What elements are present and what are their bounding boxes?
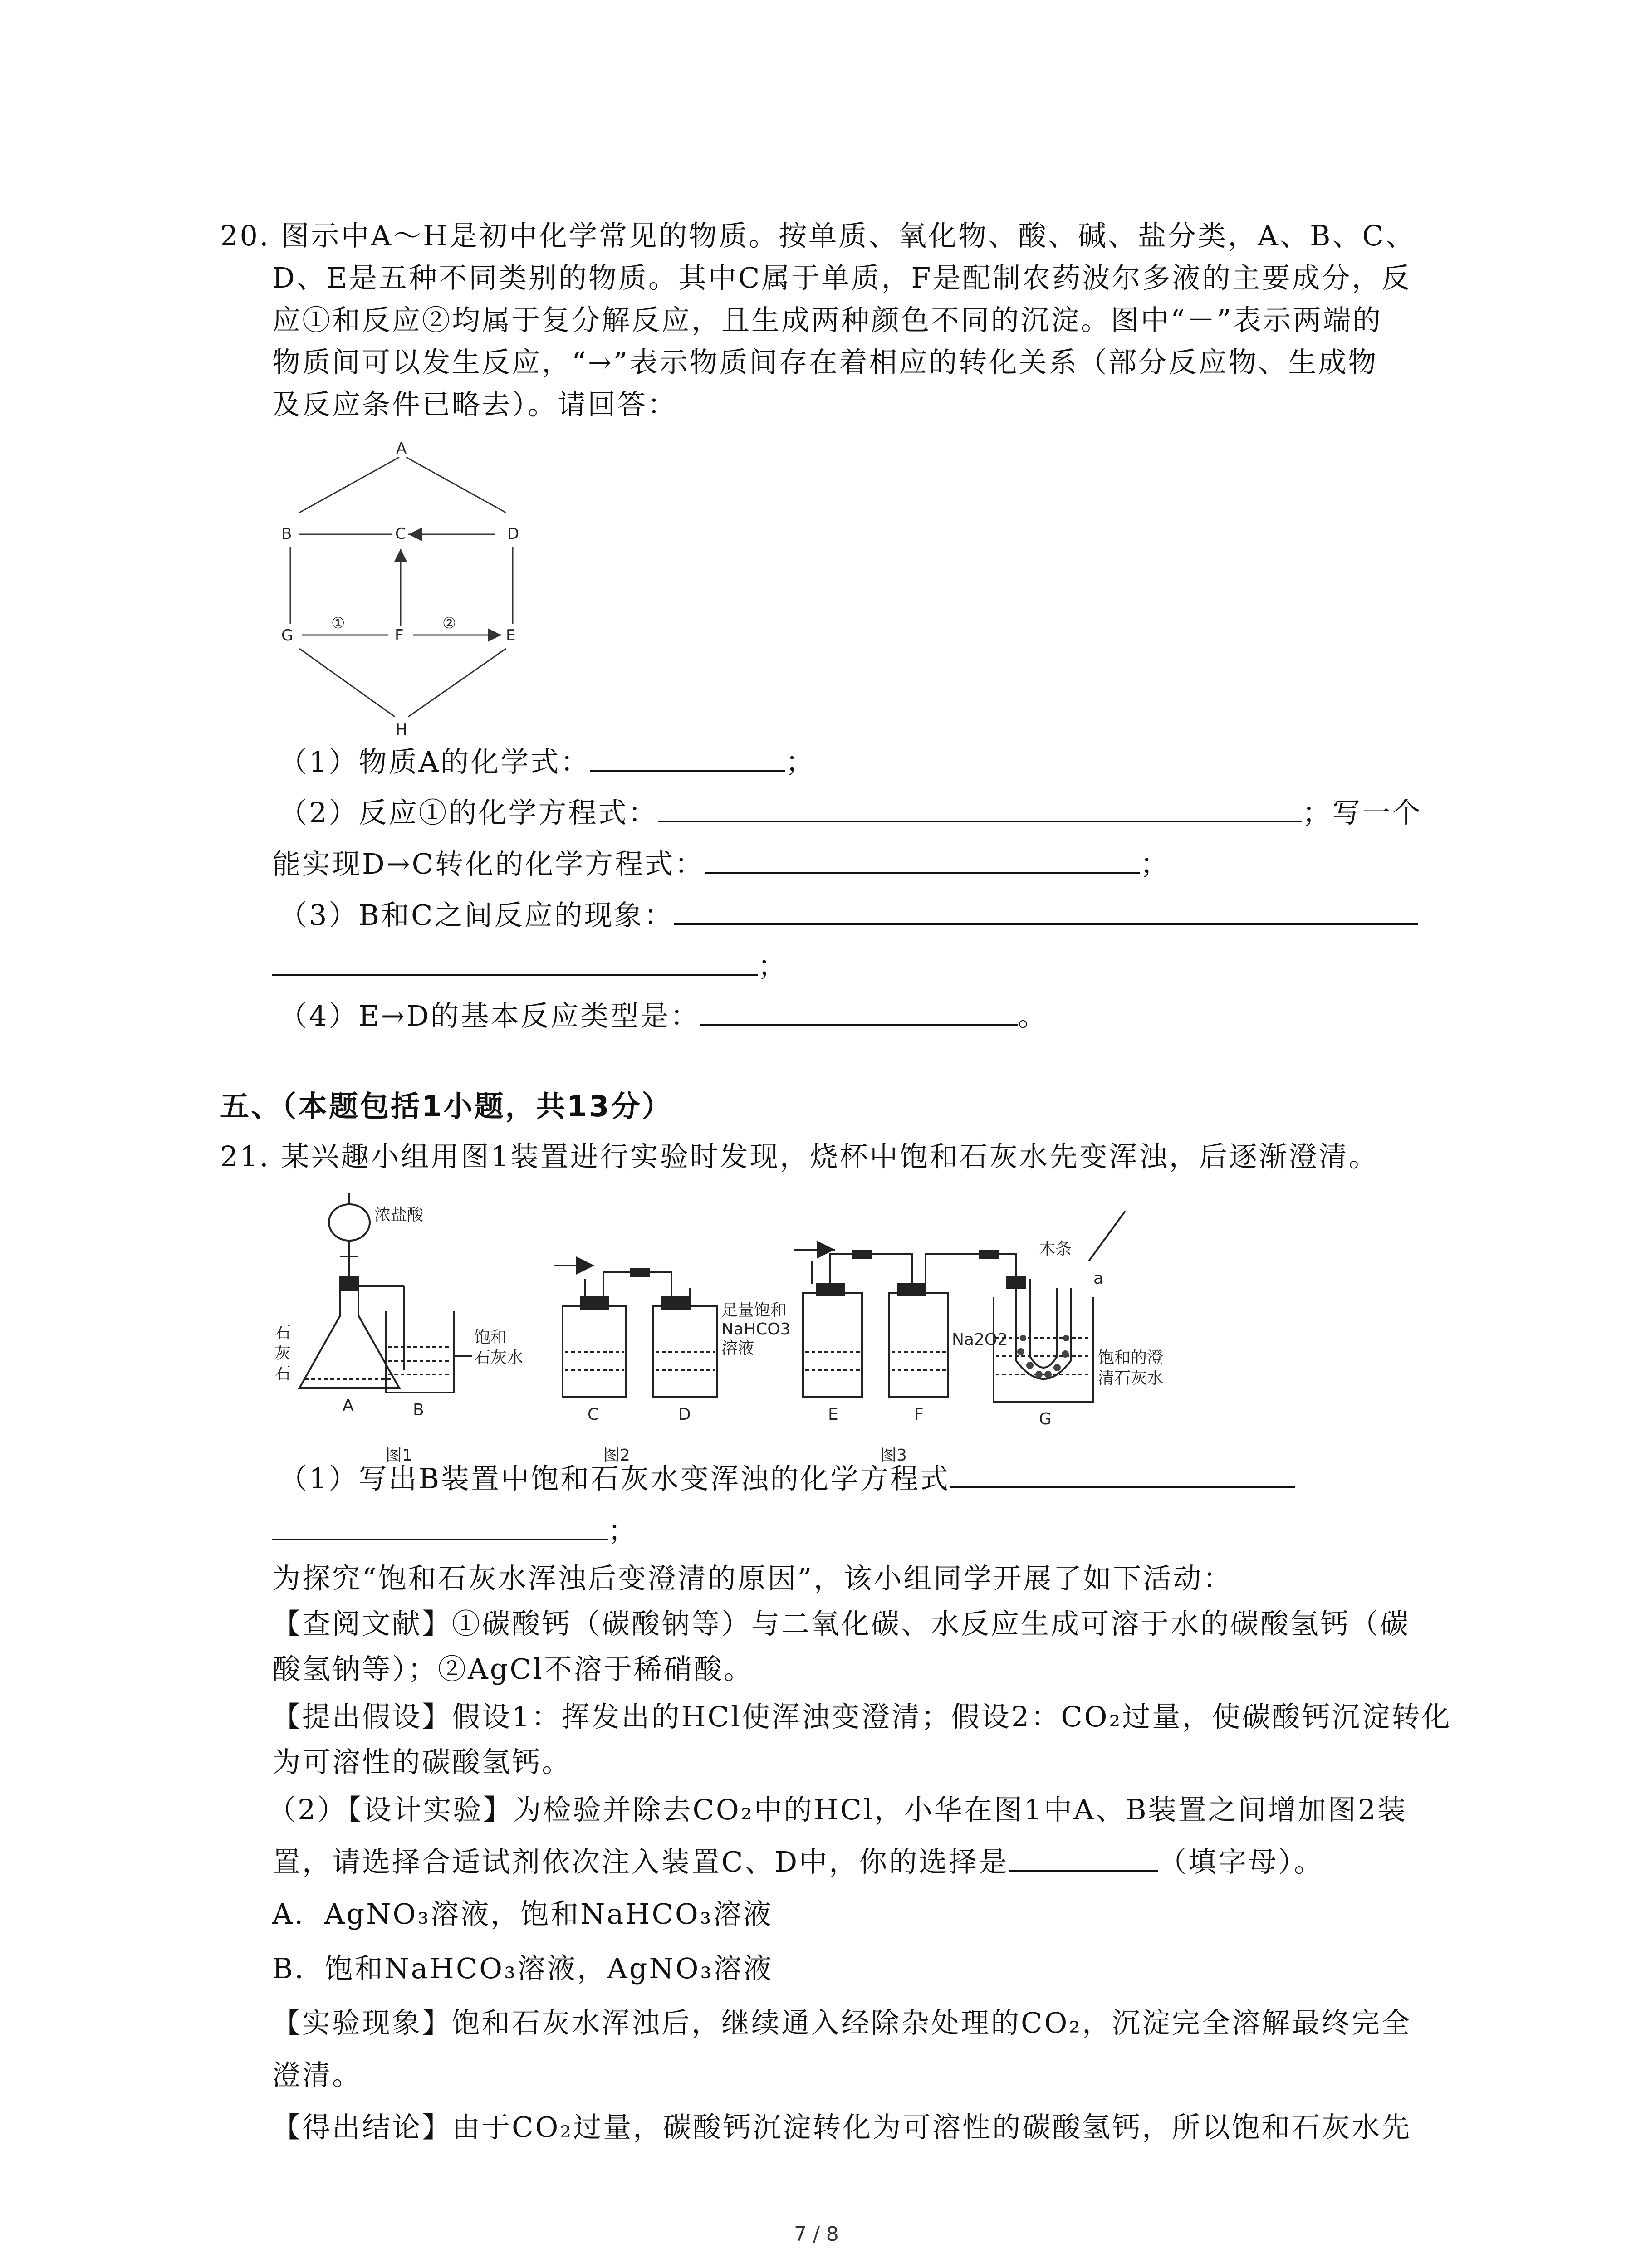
label-reaction-2: ② — [442, 614, 456, 632]
q20-text-1: 图示中A～H是初中化学常见的物质。按单质、氧化物、酸、碱、盐分类，A、B、C、 — [281, 219, 1416, 252]
label-reaction-1: ① — [331, 614, 345, 632]
q20-part4: （4）E→D的基本反应类型是： 。 — [279, 999, 1048, 1032]
answer-blank-3[interactable] — [705, 846, 1140, 874]
q21-hypothesis-1: 【提出假设】假设1：挥发出的HCl使浑浊变澄清；假设2：CO₂过量，使碳酸钙沉淀转化 — [272, 1700, 1452, 1733]
answer-blank-1[interactable] — [590, 744, 785, 772]
answer-blank-5[interactable] — [272, 948, 758, 976]
q20-line1 — [220, 218, 1416, 254]
edge-e-h — [408, 649, 506, 717]
label-a-small: a — [1093, 1269, 1104, 1288]
node-f: F — [395, 626, 404, 645]
q21-option-a: A．AgNO₃溶液，饱和NaHCO₃溶液 — [272, 1897, 773, 1931]
q21-conclusion: 【得出结论】由于CO₂过量，碳酸钙沉淀转化为可溶性的碳酸氢钙，所以饱和石灰水先 — [272, 2111, 1412, 2144]
q20-part3-cont: ； — [272, 948, 788, 984]
label-b: B — [413, 1401, 424, 1419]
q20-part3: （3）B和C之间反应的现象： — [279, 897, 1418, 934]
label-g: G — [1039, 1410, 1052, 1428]
node-h: H — [396, 721, 407, 739]
section-title: 五、（本题包括1小题，共13分） — [220, 1090, 673, 1124]
edge-a-d — [406, 457, 506, 513]
label-clear-1: 饱和的澄 — [1098, 1349, 1164, 1367]
answer-blank-8[interactable] — [272, 1513, 608, 1540]
q20-part2b: 能实现D→C转化的化学方程式： ； — [272, 847, 1171, 880]
relation-diagram — [268, 435, 549, 744]
label-hcl: 浓盐酸 — [374, 1206, 424, 1224]
answer-blank-6[interactable] — [700, 998, 1018, 1026]
label-na2o2: Na2O2 — [952, 1330, 1008, 1349]
label-nahco3-1: 足量饱和 — [721, 1301, 787, 1320]
q21-literature-2: 酸氢钠等）；②AgCl不溶于稀硝酸。 — [272, 1652, 754, 1686]
edge-g-h — [299, 649, 395, 717]
q21-part1: （1）写出B装置中饱和石灰水变浑浊的化学方程式 — [279, 1461, 1295, 1497]
page-number: 7 / 8 — [794, 2223, 839, 2246]
node-g: G — [281, 626, 294, 645]
node-a: A — [396, 440, 407, 458]
node-b: B — [281, 525, 292, 543]
node-d: D — [507, 525, 519, 543]
node-c: C — [395, 525, 406, 543]
label-clear-2: 清石灰水 — [1098, 1369, 1164, 1388]
label-nahco3-3: 溶液 — [721, 1339, 754, 1358]
q20-line4: 物质间可以发生反应，“→”表示物质间存在着相应的转化关系（部分反应物、生成物 — [272, 346, 1378, 379]
q21-part1-cont: ； — [272, 1513, 638, 1549]
q21-observation-1: 【实验现象】饱和石灰水浑浊后，继续通入经除杂处理的CO₂，沉淀完全溶解最终完全 — [272, 2006, 1412, 2039]
label-a: A — [343, 1396, 354, 1415]
label-nahco3-2: NaHCO3 — [721, 1320, 791, 1339]
label-e: E — [828, 1405, 838, 1424]
label-lime-1: 石 — [274, 1324, 291, 1342]
caption-fig3: 图3 — [880, 1446, 907, 1465]
q21-option-b: B．饱和NaHCO₃溶液，AgNO₃溶液 — [272, 1952, 774, 1985]
q20-line5: 及反应条件已略去）。请回答： — [272, 388, 678, 421]
q21-literature-1: 【查阅文献】①碳酸钙（碳酸钠等）与二氧化碳、水反应生成可溶于水的碳酸氢钙（碳 — [272, 1607, 1411, 1640]
label-f: F — [914, 1405, 924, 1424]
label-c: C — [588, 1405, 599, 1424]
q21-part2b: 置，请选择合适试剂依次注入装置C、D中，你的选择是 （填字母）。 — [272, 1845, 1324, 1878]
q21-line1: 21. 某兴趣小组用图1装置进行实验时发现，烧杯中饱和石灰水先变浑浊，后逐渐澄清。 — [220, 1140, 1379, 1173]
label-saturated: 饱和 — [474, 1328, 507, 1347]
caption-fig1: 图1 — [386, 1446, 412, 1465]
label-wood-stick: 木条 — [1039, 1240, 1072, 1258]
caption-fig2: 图2 — [603, 1446, 630, 1465]
q21-part2a: （2）【设计实验】为检验并除去CO₂中的HCl，小华在图1中A、B装置之间增加图2装 — [268, 1793, 1408, 1826]
answer-blank-9[interactable] — [1009, 1844, 1158, 1872]
q20-line3: 应①和反应②均属于复分解反应，且生成两种颜色不同的沉淀。图中“－”表示两端的 — [272, 303, 1383, 337]
q21-hypothesis-2: 为可溶性的碳酸氢钙。 — [272, 1745, 572, 1779]
label-d: D — [678, 1405, 691, 1424]
q21-intro: 为探究“饱和石灰水浑浊后变澄清的原因”，该小组同学开展了如下活动： — [272, 1562, 1233, 1595]
node-e: E — [506, 626, 516, 645]
q20-line2: D、E是五种不同类别的物质。其中C属于单质，F是配制农药波尔多液的主要成分，反 — [272, 261, 1412, 294]
q20-part2: （2）反应①的化学方程式： ；写一个 — [279, 796, 1422, 829]
q20-number: 20. — [220, 219, 270, 252]
label-lime-2: 灰 — [274, 1344, 291, 1363]
answer-blank-4[interactable] — [674, 898, 1418, 925]
apparatus-figure — [272, 1188, 1225, 1470]
edge-a-b — [299, 457, 399, 513]
answer-blank-2[interactable] — [658, 795, 1302, 822]
q21-observation-2: 澄清。 — [272, 2058, 362, 2092]
q21-number: 21. — [220, 1140, 270, 1173]
label-limewater: 石灰水 — [474, 1349, 524, 1367]
label-lime-3: 石 — [274, 1364, 291, 1383]
q20-part1: （1）物质A的化学式： ； — [279, 745, 816, 778]
answer-blank-7[interactable] — [950, 1461, 1295, 1488]
